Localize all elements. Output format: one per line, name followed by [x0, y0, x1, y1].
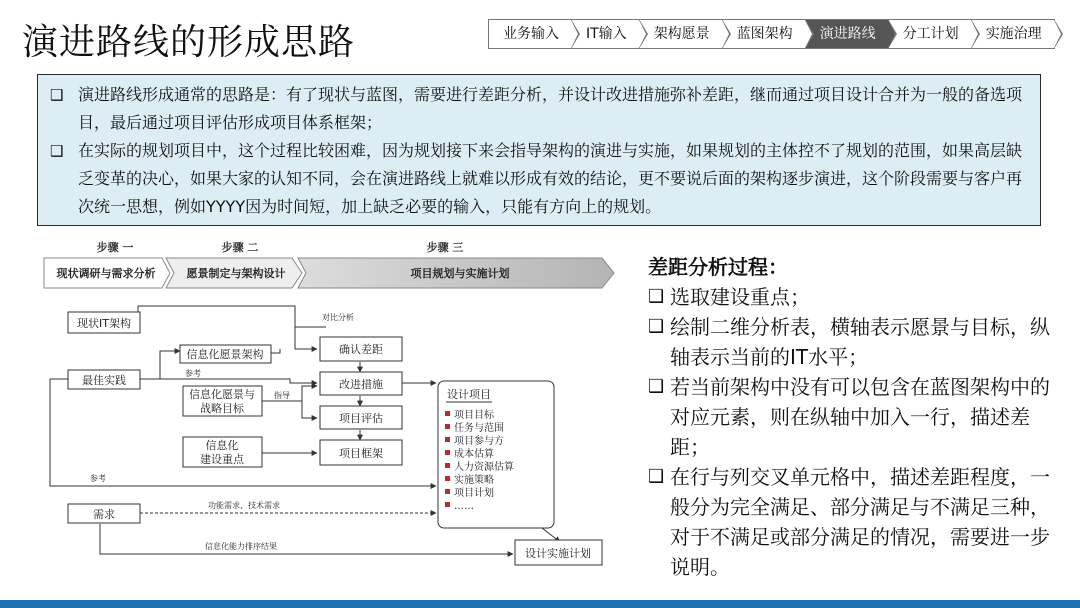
project-box-item: 任务与范围	[454, 423, 504, 434]
checkbox-bullet-icon: ❑	[50, 142, 64, 160]
node-vision-goal-label: 信息化愿景与	[189, 388, 255, 401]
edge-label-reference: 参考	[90, 474, 106, 483]
chevron-fill	[722, 20, 729, 48]
chevron-fill	[571, 20, 578, 48]
project-box-item: 项目参与方	[454, 436, 504, 447]
right-panel-text: 选取建设重点；	[670, 285, 810, 309]
node-vision-goal-label: 战略目标	[200, 402, 244, 415]
node-build-point-label: 建设重点	[200, 453, 244, 466]
node-confirm-gap-label: 确认差距	[339, 343, 383, 356]
breadcrumb-item[interactable]	[488, 19, 572, 49]
edge-label-reference: 参考	[185, 369, 201, 378]
project-box-item: 人力资源估算	[454, 462, 514, 473]
chevron-fill	[1054, 20, 1061, 48]
right-panel	[648, 252, 1068, 582]
project-box-item: ……	[454, 501, 474, 512]
red-bullet-icon	[445, 411, 450, 416]
edge-best-to-vision	[140, 351, 180, 379]
red-bullet-icon	[445, 489, 450, 494]
right-panel-text: 绘制二维分析表，横轴表示愿景与目标，纵轴表示当前的IT水平；	[670, 315, 1050, 369]
stage-2-text: 愿景制定与架构设计	[186, 267, 286, 280]
step-3-label: 步骤 三	[426, 241, 464, 254]
chevron-fill	[639, 20, 646, 48]
node-vision-arch-label: 信息化愿景架构	[186, 348, 264, 361]
edge-current-to-compare	[138, 306, 326, 327]
red-bullet-icon	[445, 437, 450, 442]
node-build-point-label: 信息化	[205, 439, 239, 452]
chevron-fill	[888, 20, 895, 48]
chevron-fill	[805, 20, 812, 48]
right-panel-text: 在行与列交叉单元格中，描述差距程度，一般分为完全满足、部分满足与不满足三种，对于不满足或部分满足的情况，需要进一步说明。	[670, 465, 1050, 579]
project-box-title: 设计项目	[447, 388, 491, 401]
edge-current-to-confirm	[295, 327, 317, 349]
breadcrumb-item[interactable]	[972, 19, 1055, 49]
step-2-label: 步骤 二	[221, 241, 259, 254]
checkbox-bullet-icon: ❑	[648, 316, 665, 337]
checkbox-bullet-icon: ❑	[648, 466, 665, 487]
checkbox-bullet-icon: ❑	[648, 376, 665, 397]
intro-box	[37, 74, 1041, 226]
page-title: 演进路线的形成思路	[22, 22, 356, 63]
red-bullet-icon	[445, 463, 450, 468]
breadcrumb-label: 演进路线	[819, 26, 876, 42]
node-evaluate-label: 项目评估	[339, 412, 383, 425]
footer-bar	[0, 600, 1080, 608]
edge-label-capability: 信息化能力排序结果	[205, 542, 277, 551]
intro-text: 演进路线形成通常的思路是：有了现状与蓝图，需要进行差距分析，并设计改进措施弥补差距，继而通过项目设计合并为一般的备选项目，最后通过项目评估形成项目体系框架；	[78, 85, 1023, 132]
breadcrumb-item[interactable]	[723, 19, 806, 49]
checkbox-bullet-icon: ❑	[50, 86, 64, 104]
breadcrumb-label: 实施治理	[985, 26, 1042, 42]
checkbox-bullet-icon: ❑	[648, 286, 665, 307]
edge-label-guide: 指导	[274, 391, 290, 400]
breadcrumb	[488, 19, 1055, 47]
node-current-it-label: 现状IT架构	[77, 317, 131, 330]
breadcrumb-item[interactable]	[572, 19, 640, 49]
right-panel-item	[648, 372, 1068, 462]
intro-item	[50, 81, 1026, 137]
red-bullet-icon	[445, 424, 450, 429]
node-requirement-label: 需求	[93, 508, 115, 521]
red-bullet-icon	[445, 450, 450, 455]
right-panel-title: 差距分析过程：	[648, 255, 788, 279]
intro-text: 在实际的规划项目中，这个过程比较困难，因为规划接下来会指导架构的演进与实施，如果规划的主体控不了规划的范围，如果高层缺乏变革的决心，如果大家的认知不同，会在演进路线上就难以形成有效的结论，更不要说后面的架构逐步演进，这个阶段需要与客户再次统一思想，例如YYYY因为时间短，加上缺乏必要的输入，只能有方向上的规划。	[78, 141, 1023, 216]
edge-label-func-req: 功能需求、技术需求	[208, 501, 280, 510]
node-improve-label: 改进措施	[339, 378, 383, 391]
right-panel-text: 若当前架构中没有可以包含在蓝图架构中的对应元素，则在纵轴中加入一行，描述差距；	[670, 375, 1050, 459]
edge-goal-to-evaluate	[302, 401, 317, 418]
breadcrumb-item[interactable]	[889, 19, 972, 49]
breadcrumb-item[interactable]	[806, 19, 889, 49]
breadcrumb-label: 分工计划	[902, 26, 959, 42]
intro-item	[50, 137, 1026, 221]
step-1-label: 步骤 一	[96, 241, 134, 254]
project-box-item: 实施策略	[454, 475, 494, 486]
project-box-item: 项目目标	[454, 410, 494, 421]
breadcrumb-item[interactable]	[640, 19, 723, 49]
breadcrumb-label: IT输入	[586, 26, 627, 42]
right-panel-item	[648, 282, 1068, 312]
breadcrumb-label: 蓝图架构	[736, 26, 793, 42]
chevron-fill	[971, 20, 978, 48]
red-bullet-icon	[445, 476, 450, 481]
node-best-practice-label: 最佳实践	[82, 374, 126, 387]
breadcrumb-label: 架构愿景	[653, 26, 710, 42]
edge-label-compare: 对比分析	[322, 313, 354, 322]
node-design-plan-label: 设计实施计划	[525, 547, 591, 560]
project-box-item: 项目计划	[454, 488, 494, 499]
right-panel-item	[648, 312, 1068, 372]
node-framework-label: 项目框架	[339, 447, 383, 460]
stage-1-text: 现状调研与需求分析	[56, 267, 156, 280]
red-bullet-icon	[445, 502, 450, 507]
right-panel-item	[648, 462, 1068, 582]
stage-3-text: 项目规划与实施计划	[410, 267, 510, 280]
breadcrumb-label: 业务输入	[503, 26, 559, 42]
gap-analysis-diagram	[40, 236, 620, 586]
project-box-item: 成本估算	[454, 449, 494, 460]
edge-vision-to-confirm	[271, 349, 280, 353]
edge-best-to-improve	[140, 379, 317, 383]
